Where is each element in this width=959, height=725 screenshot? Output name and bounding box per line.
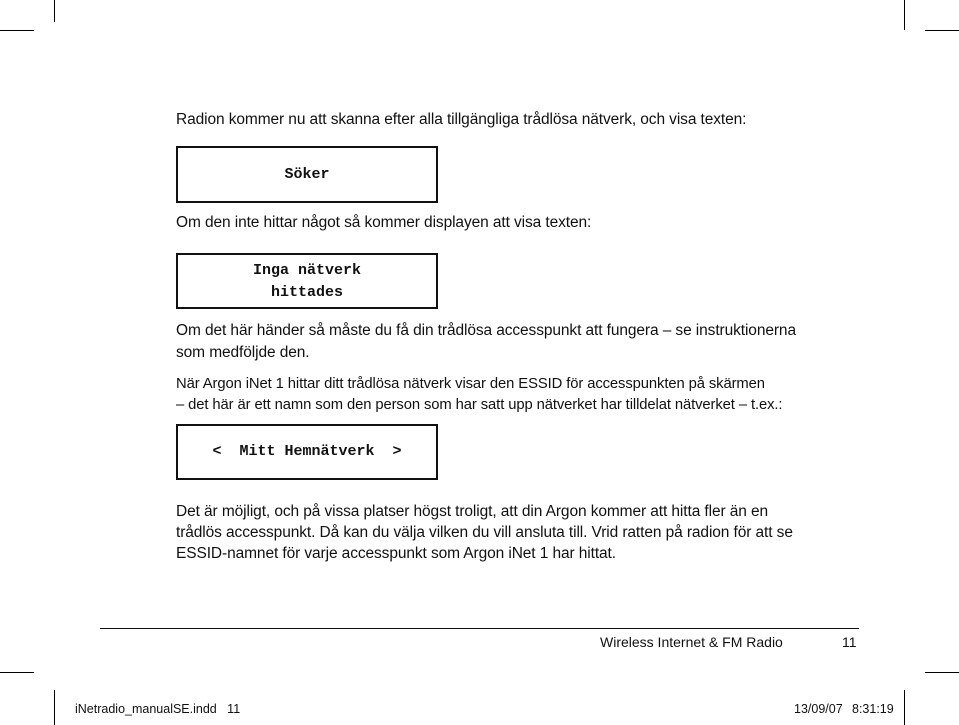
footer-section-title: Wireless Internet & FM Radio [600,634,783,650]
display-text: Söker [284,166,330,183]
slug-date: 13/09/07 [794,702,843,716]
crop-mark [0,672,34,673]
crop-mark [904,690,905,725]
footer-rule [100,628,859,629]
footer-page-number: 11 [842,634,857,650]
display-searching [176,146,438,203]
crop-mark [904,0,905,30]
display-text-line1: Inga nätverk [252,262,362,279]
if-happens-line2: som medföljde den. [176,344,310,361]
display-text-line2: hittades [270,284,343,301]
not-found-paragraph: Om den inte hittar något så kommer displayen att visa texten: [176,214,592,231]
intro-paragraph: Radion kommer nu att skanna efter alla tillgängliga trådlösa nätverk, och visa texten: [176,111,747,128]
possible-line3: ESSID-namnet för varje accesspunkt som Argon iNet 1 har hittat. [176,545,616,562]
display-text: < Mitt Hemnätverk > [212,443,402,460]
possible-line2: trådlös accesspunkt. Då kan du välja vilken du vill ansluta till. Vrid ratten på radion för att se [176,524,793,541]
crop-mark [0,30,34,31]
possible-line1: Det är möjligt, och på vissa platser högst troligt, att din Argon kommer att hitta fler än en [176,503,769,520]
display-network-example [176,424,438,480]
if-happens-line1: Om det här händer så måste du få din trådlösa accesspunkt att fungera – se instruktionerna [176,322,796,339]
essid-line1: När Argon iNet 1 hittar ditt trådlösa nätverk visar den ESSID för accesspunkten på skärmen [176,376,765,392]
slug-time: 8:31:19 [852,702,894,716]
crop-mark [54,0,55,22]
crop-mark [925,30,959,31]
essid-line2: – det här är ett namn som den person som har satt upp nätverket har tilldelat nätverket – t.ex.: [176,397,783,413]
display-no-network [176,253,438,309]
crop-mark [54,690,55,725]
slug-file-name: iNetradio_manualSE.indd 11 [75,702,241,716]
crop-mark [925,672,959,673]
